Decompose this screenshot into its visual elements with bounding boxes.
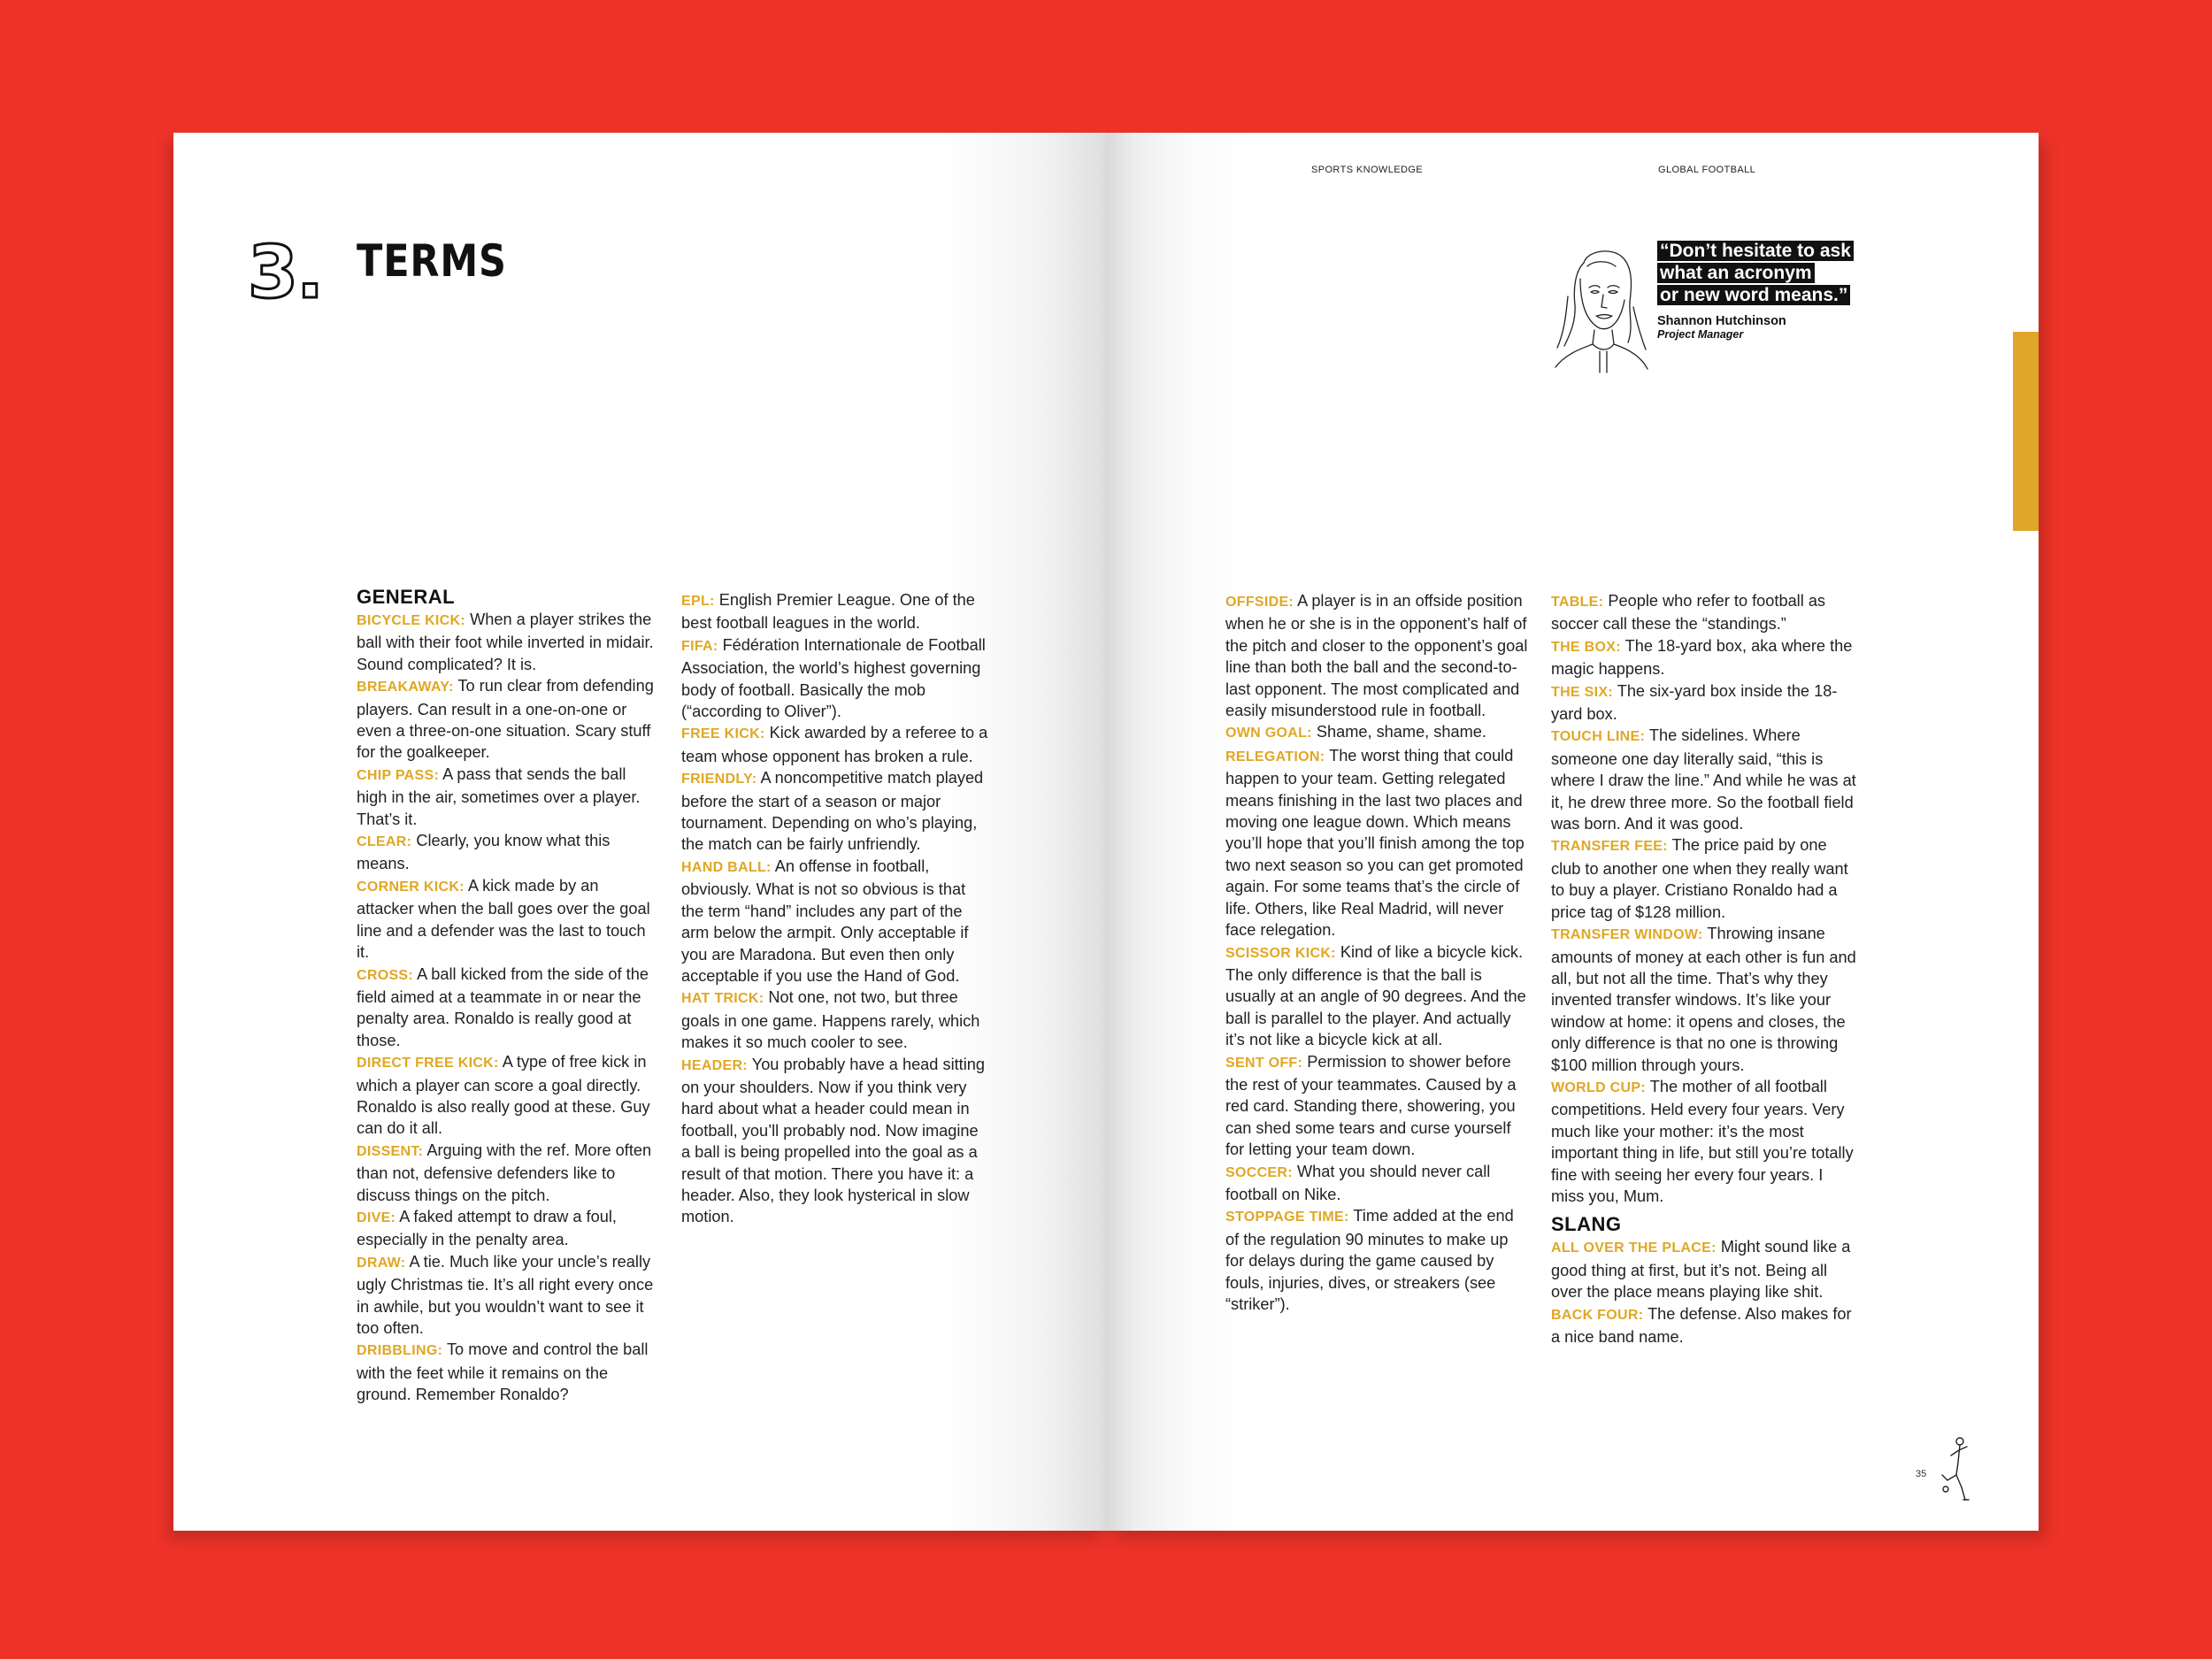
- glossary-entry: [1551, 680, 1856, 726]
- quote-author-name: Shannon Hutchinson: [1657, 314, 1786, 328]
- chapter-number: 3.: [248, 231, 323, 315]
- quote-lines: [1657, 241, 1854, 307]
- glossary-definition: When a player strikes the ball with their foot while inverted in midair. Sound complicated? It is.: [357, 611, 654, 673]
- glossary-entry: [357, 1140, 657, 1206]
- section-heading-general: GENERAL: [357, 586, 456, 608]
- glossary-entry: [1225, 1161, 1531, 1206]
- glossary-entry: [681, 722, 991, 767]
- woman-portrait-icon: [1548, 243, 1653, 374]
- glossary-definition: A player is in an offside position when he or she is in the opponent’s half of the pitch and closer to the opponent’s goal line than both the ball and the second-to-last opponent. The most complicated and easily misunderstood rule in football.: [1225, 592, 1528, 720]
- glossary-entry: [681, 634, 991, 723]
- quote-line: what an acronym: [1657, 263, 1815, 283]
- glossary-entry: [1225, 1205, 1531, 1315]
- running-head-left: SPORTS KNOWLEDGE: [1311, 165, 1423, 175]
- glossary-definition: Arguing with the ref. More often than not, defensive defenders like to discuss things on the pitch.: [357, 1141, 652, 1204]
- glossary-entry: [1225, 745, 1531, 941]
- glossary-entry: [357, 1051, 657, 1140]
- glossary-term: DRIBBLING:: [357, 1343, 443, 1359]
- glossary-entry: [1225, 1051, 1531, 1161]
- glossary-entry: [1551, 1303, 1856, 1348]
- entry-list: [1551, 590, 1856, 1207]
- glossary-definition: Might sound like a good thing at first, but it’s not. Being all over the place means playing like shit.: [1551, 1238, 1851, 1302]
- column-general-4: [1551, 590, 1856, 1348]
- glossary-term: THE SIX:: [1551, 684, 1613, 700]
- glossary-term: CHIP PASS:: [357, 767, 440, 783]
- glossary-entry: [357, 675, 657, 764]
- glossary-term: BREAKAWAY:: [357, 680, 454, 695]
- glossary-term: DIRECT FREE KICK:: [357, 1056, 499, 1071]
- glossary-definition: People who refer to football as soccer call these the “standings.”: [1551, 592, 1826, 634]
- glossary-entry: [1551, 590, 1856, 635]
- page-number: 35: [1916, 1469, 1927, 1479]
- glossary-definition: The mother of all football competitions. Held every four years. Very much like your mother: it’s the most important thing in life, but still you’re totally fine with seeing her every four years. I miss you, Mum.: [1551, 1077, 1854, 1205]
- glossary-definition: You probably have a head sitting on your shoulders. Now if you think very hard about what a header could mean in football, you’ll probably nod. Now imagine a ball is being propelled into the goal as a result of that motion. There you have it: a header. Also, they look hysterical in slow motion.: [681, 1055, 985, 1226]
- glossary-definition: A type of free kick in which a player can score a goal directly. Ronaldo is also really good at these. Guy can do it all.: [357, 1053, 650, 1138]
- glossary-term: CLEAR:: [357, 834, 412, 850]
- glossary-term: RELEGATION:: [1225, 749, 1325, 764]
- glossary-term: TOUCH LINE:: [1551, 729, 1646, 745]
- chapter-title: TERMS: [357, 235, 507, 287]
- glossary-entry: [1225, 590, 1531, 721]
- glossary-definition: Throwing insane amounts of money at each other is fun and all, but not all the time. That’s why they invented transfer windows. It’s like your window at home: it opens and closes, the only difference is that no one is throwing $100 million through yours.: [1551, 925, 1856, 1074]
- glossary-term: CROSS:: [357, 967, 414, 983]
- glossary-term: TRANSFER FEE:: [1551, 839, 1668, 855]
- entry-list: [681, 589, 991, 1228]
- kicking-player-icon: [1940, 1436, 1976, 1502]
- glossary-term: DRAW:: [357, 1255, 406, 1271]
- column-general-1: [357, 587, 657, 1406]
- running-head-right: GLOBAL FOOTBALL: [1658, 165, 1756, 175]
- glossary-entry: [357, 830, 657, 875]
- glossary-entry: [681, 589, 991, 634]
- column-general-2: [681, 589, 991, 1228]
- glossary-entry: [357, 609, 657, 675]
- section-heading-slang: SLANG: [1551, 1213, 1622, 1236]
- glossary-term: SENT OFF:: [1225, 1055, 1303, 1071]
- glossary-definition: To move and control the ball with the feet while it remains on the ground. Remember Ronaldo?: [357, 1340, 649, 1404]
- glossary-definition: Not one, not two, but three goals in one game. Happens rarely, which makes it so much cooler to see.: [681, 988, 980, 1052]
- glossary-entry: [1551, 1236, 1856, 1302]
- glossary-entry: [1551, 635, 1856, 680]
- glossary-term: TABLE:: [1551, 595, 1604, 610]
- glossary-entry: [681, 767, 991, 856]
- glossary-entry: [681, 856, 991, 987]
- glossary-term: CORNER KICK:: [357, 879, 465, 895]
- quote-line: “Don’t hesitate to ask: [1657, 241, 1854, 261]
- glossary-definition: Clearly, you know what this means.: [357, 832, 611, 873]
- glossary-term: OFFSIDE:: [1225, 595, 1294, 610]
- glossary-entry: [681, 987, 991, 1053]
- slang-list: [1551, 1236, 1856, 1348]
- entry-list: [1225, 590, 1531, 1315]
- glossary-entry: [1551, 1076, 1856, 1207]
- glossary-term: EPL:: [681, 594, 715, 609]
- glossary-definition: The price paid by one club to another one when they really want to buy a player. Cristiano Ronaldo had a price tag of $128 million.: [1551, 836, 1848, 921]
- glossary-definition: The 18-yard box, aka where the magic happens.: [1551, 636, 1853, 679]
- glossary-term: THE BOX:: [1551, 639, 1621, 655]
- glossary-entry: [357, 875, 657, 964]
- glossary-term: OWN GOAL:: [1225, 726, 1312, 741]
- glossary-term: FIFA:: [681, 638, 718, 654]
- glossary-definition: Kick awarded by a referee to a team whose opponent has broken a rule.: [681, 724, 988, 765]
- glossary-definition: A ball kicked from the side of the field aimed at a teammate in or near the penalty area. Ronaldo is really good at those.: [357, 964, 649, 1049]
- glossary-term: DISSENT:: [357, 1143, 424, 1159]
- glossary-term: BACK FOUR:: [1551, 1307, 1644, 1323]
- glossary-definition: A kick made by an attacker when the ball goes over the goal line and a defender was the last to touch it.: [357, 876, 650, 962]
- glossary-term: HAND BALL:: [681, 859, 772, 875]
- glossary-definition: A faked attempt to draw a foul, especially in the penalty area.: [357, 1207, 617, 1249]
- glossary-definition: The defense. Also makes for a nice band name.: [1551, 1304, 1852, 1346]
- glossary-entry: [357, 1251, 657, 1340]
- quote-author-role: Project Manager: [1657, 328, 1744, 341]
- glossary-definition: Fédération Internationale de Football Association, the world’s highest governing body of football. Basically the mob (“according to Oliver”).: [681, 635, 986, 721]
- glossary-definition: Permission to shower before the rest of your teammates. Caused by a red card. Standing there, showering, you can shed some tears and curse yourself for letting your team down.: [1225, 1052, 1517, 1159]
- glossary-entry: [1551, 725, 1856, 834]
- pull-quote: [1657, 241, 1854, 341]
- glossary-term: SOCCER:: [1225, 1164, 1293, 1180]
- quote-line: or new word means.”: [1657, 285, 1850, 305]
- glossary-entry: [357, 1206, 657, 1251]
- glossary-entry: [357, 964, 657, 1052]
- glossary-term: SCISSOR KICK:: [1225, 945, 1336, 961]
- glossary-entry: [1225, 721, 1531, 744]
- glossary-term: DIVE:: [357, 1210, 396, 1225]
- glossary-definition: The sidelines. Where someone one day literally said, “this is where I draw the line.” And while he was at it, he drew three more. So the football field was born. And it was good.: [1551, 726, 1856, 833]
- entry-list: [357, 609, 657, 1406]
- glossary-term: FRIENDLY:: [681, 772, 757, 787]
- glossary-definition: English Premier League. One of the best football leagues in the world.: [681, 591, 975, 633]
- glossary-definition: A noncompetitive match played before the start of a season or major tournament. Depending on who’s playing, the match can be fairly unfriendly.: [681, 769, 984, 854]
- glossary-definition: Shame, shame, shame.: [1316, 723, 1486, 741]
- glossary-definition: Time added at the end of the regulation 90 minutes to make up for delays during the game caused by fouls, injuries, dives, or streakers (see “striker”).: [1225, 1207, 1514, 1313]
- glossary-term: ALL OVER THE PLACE:: [1551, 1240, 1717, 1256]
- glossary-entry: [1551, 834, 1856, 923]
- column-general-3: [1225, 590, 1531, 1315]
- glossary-definition: A pass that sends the ball high in the air, sometimes over a player. That’s it.: [357, 764, 641, 828]
- glossary-definition: What you should never call football on Nike.: [1225, 1162, 1491, 1203]
- glossary-entry: [1551, 923, 1856, 1076]
- glossary-term: TRANSFER WINDOW:: [1551, 927, 1703, 943]
- glossary-term: STOPPAGE TIME:: [1225, 1210, 1349, 1225]
- glossary-entry: [681, 1054, 991, 1228]
- glossary-definition: Kind of like a bicycle kick. The only difference is that the ball is usually at an angle of 90 degrees. And the ball is parallel to the player. And actually it’s not like a bicycle kick at all.: [1225, 942, 1526, 1049]
- section-tab-marker: [2013, 332, 2039, 531]
- glossary-term: WORLD CUP:: [1551, 1079, 1646, 1095]
- glossary-definition: The six-yard box inside the 18-yard box.: [1551, 681, 1838, 724]
- glossary-definition: To run clear from defending players. Can result in a one-on-one or even a three-on-one situation. Scary stuff for the goalkeeper.: [357, 677, 654, 762]
- glossary-entry: [357, 1339, 657, 1405]
- glossary-term: FREE KICK:: [681, 726, 765, 742]
- glossary-entry: [1225, 941, 1531, 1051]
- glossary-definition: A tie. Much like your uncle’s really ugly Christmas tie. It’s all right every once in awhile, but you wouldn’t want to see it too often.: [357, 1252, 654, 1337]
- glossary-definition: The worst thing that could happen to your team. Getting relegated means finishing in the last two places and moving one league down. Which means you’ll hope that you’ll finish among the top two next season so you can get promoted again. For some teams that’s the circle of life. Others, like Real Madrid, will never face relegation.: [1225, 746, 1525, 940]
- glossary-term: HAT TRICK:: [681, 991, 764, 1007]
- glossary-term: BICYCLE KICK:: [357, 613, 466, 628]
- glossary-term: HEADER:: [681, 1057, 748, 1073]
- glossary-entry: [357, 764, 657, 830]
- glossary-definition: An offense in football, obviously. What is not so obvious is that the term “hand” includes any part of the arm below the armpit. Only acceptable if you are Maradona. But even then only acceptable if you use the Hand of God.: [681, 856, 969, 985]
